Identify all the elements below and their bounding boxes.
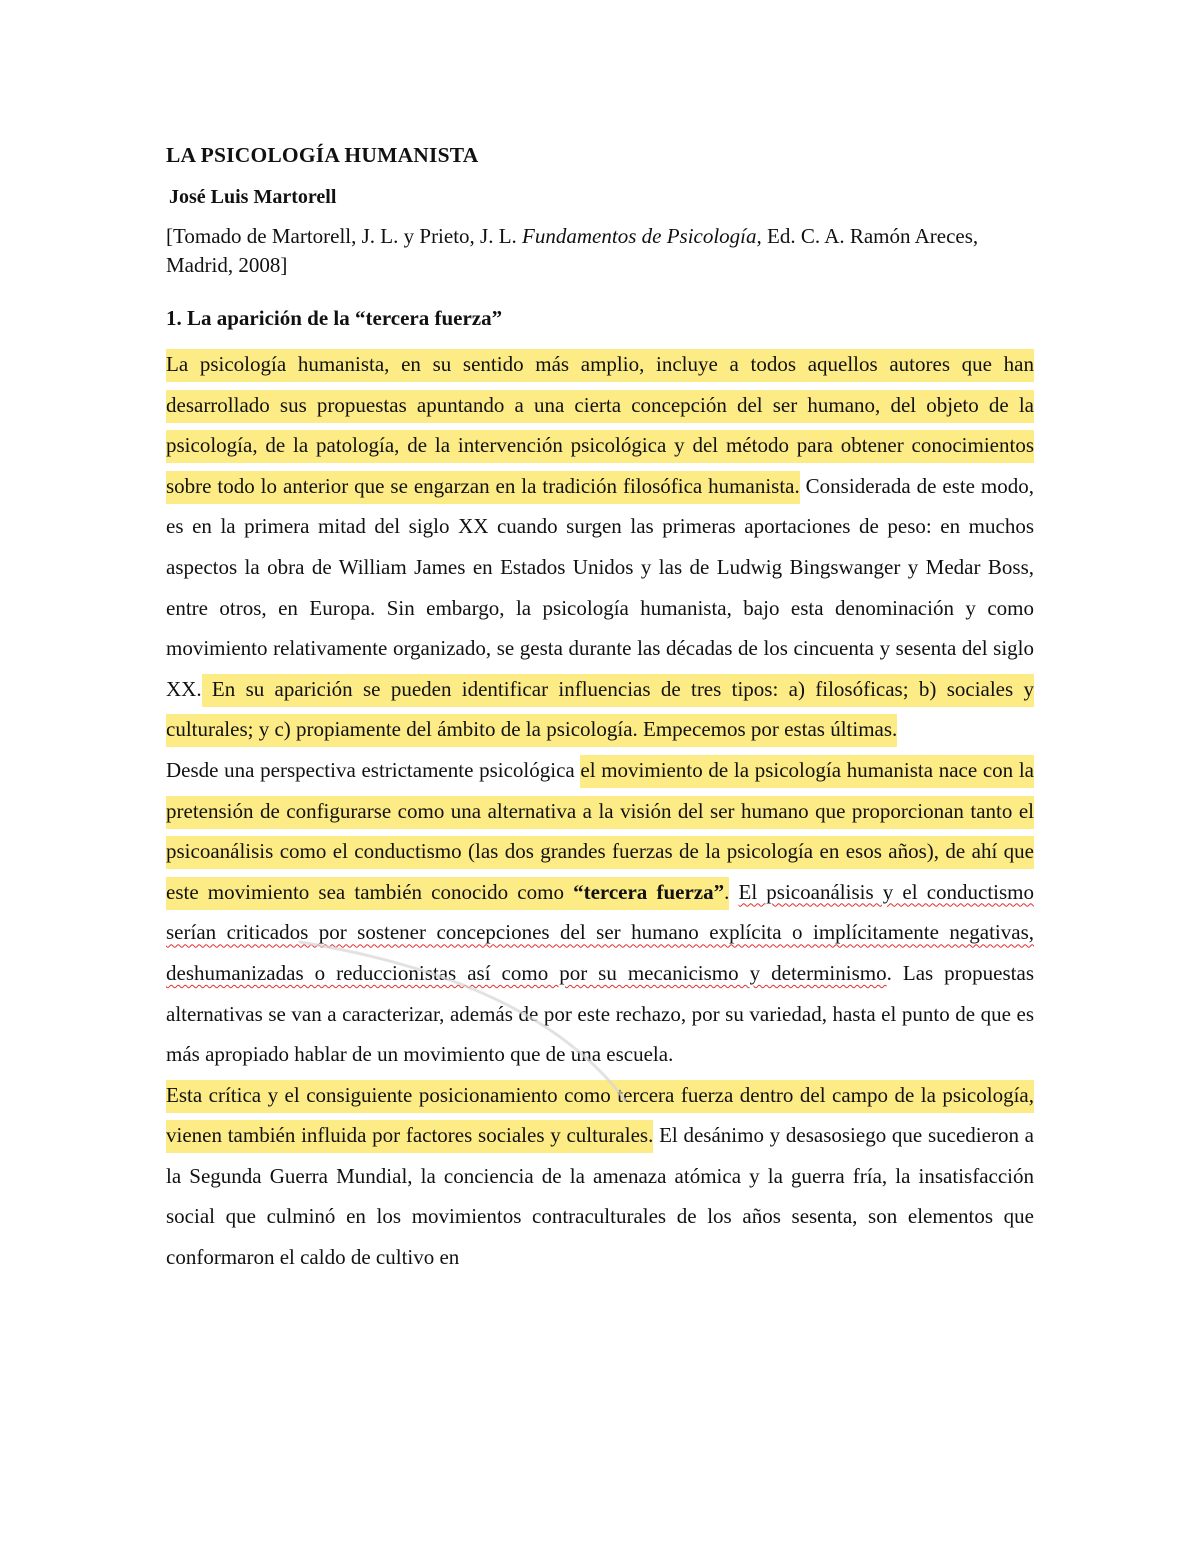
body-text: Desde una perspectiva estrictamente psicológica — [166, 757, 581, 782]
source-citation — [166, 222, 1034, 280]
section-heading: 1. La aparición de la “tercera fuerza” — [166, 306, 503, 330]
paragraph-2 — [166, 750, 1034, 1075]
citation-suffix: Ed. C. A. Ramón Areces, Madrid, 2008] — [166, 224, 979, 277]
author-name: José Luis Martorell — [169, 186, 337, 208]
highlighted-text: La psicología humanista, en su sentido más amplio, incluye a todos aquellos autores que han desarrollado sus propuestas apuntando a una cierta concepción del ser humano, del objeto de la psicología, de la patología, de la intervención psicológica y del método para obtener conocimientos sobre todo lo anterior que se engarzan en la tradición filosófica humanista. — [166, 349, 1034, 504]
highlighted-text: En su aparición se pueden identificar influencias de tres tipos: a) filosóficas; b) sociales y culturales; y c) propiamente del ámbito de la psicología. Empecemos por estas últimas. — [166, 674, 1034, 748]
spellcheck-underlined-text: El psicoanálisis y el conductismo serían criticados por sostener concepciones del ser humano explícita o implícitamente negativas, deshumanizadas o reduccionistas así como por su mecanicismo y determinismo — [166, 879, 1035, 985]
highlighted-text: Esta crítica y el consiguiente posicionamiento como tercera fuerza dentro del campo de la psicología, vienen también influida por factores sociales y culturales. — [166, 1080, 1034, 1154]
highlighted-bold-text: “tercera fuerza” — [573, 877, 724, 910]
body-text: . Las propuestas alternativas se van a caracterizar, además de por este rechazo, por su variedad, hasta el punto de que es más apropiado hablar de un movimiento que de una escuela. — [166, 960, 1034, 1067]
highlighted-text: el movimiento de la psicología humanista nace con la pretensión de configurarse como una alternativa a la visión del ser humano que proporcionan tanto el psicoanálisis como el conductismo (las dos grandes fuerzas de la psicología en esos años), de ahí que este movimiento sea también conocido como — [166, 755, 1034, 910]
body-text: El desánimo y desasosiego que sucedieron a la Segunda Guerra Mundial, la conciencia de la amenaza atómica y la guerra fría, la insatisfacción social que culminó en los movimientos contraculturales de los años sesenta, son elementos que conformaron el caldo de cultivo en — [166, 1123, 1034, 1270]
document-title: LA PSICOLOGÍA HUMANISTA — [166, 143, 479, 167]
document-page — [166, 132, 1034, 1278]
citation-prefix: [Tomado de Martorell, J. L. y Prieto, J. L. — [166, 224, 523, 248]
citation-book-title: Fundamentos de Psicología, — [522, 224, 762, 248]
highlighted-text: . — [724, 877, 729, 910]
paragraph-1 — [166, 344, 1034, 750]
paragraph-3 — [166, 1075, 1034, 1278]
body-text — [729, 880, 738, 904]
body-text: Considerada de este modo, es en la primera mitad del siglo XX cuando surgen las primeras aportaciones de peso: en muchos aspectos la obra de William James en Estados Unidos y las de Ludwig Bingswanger y Medar Boss, entre otros, en Europa. Sin embargo, la psicología humanista, bajo esta denominación y como movimiento relativamente organizado, se gesta durante las décadas de los cincuenta y sesenta del siglo XX. — [166, 473, 1034, 701]
